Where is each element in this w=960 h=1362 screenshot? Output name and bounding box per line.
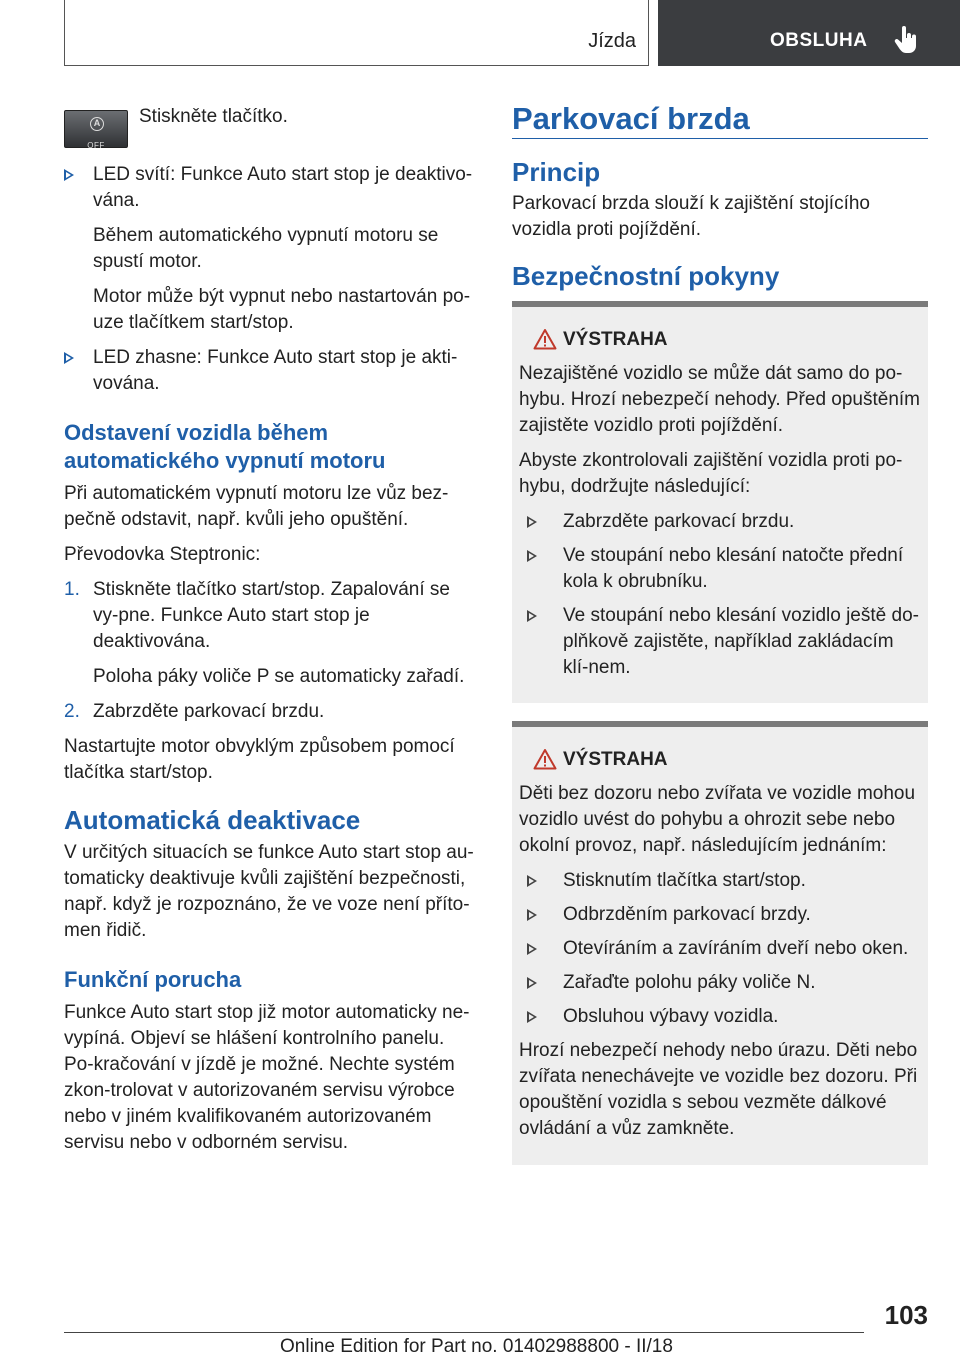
section-title: Jízda (588, 30, 636, 52)
list-item: LED zhasne: Funkce Auto start stop je akti‐vována. (64, 345, 478, 397)
triangle-bullet-icon (527, 943, 537, 955)
heading-parking-brake: Parkovací brzda (512, 106, 928, 139)
warning-text: Hrozí nebezpečí nehody nebo úrazu. Děti nebo zvířata nenechávejte ve vozidle bez dozoru. Při opouštění vozidla s sebou vezměte dálkové ovládání a vůz zamkněte. (519, 1040, 918, 1139)
list-item: Zabrzděte parkovací brzdu. (527, 509, 921, 535)
list-item: Ve stoupání nebo klesání natočte přední kola k obrubníku. (527, 543, 921, 595)
footer-divider (64, 1332, 864, 1333)
list-item: Stisknutím tlačítka start/stop. (527, 868, 921, 894)
edition-footer: Online Edition for Part no. 01402988800 - II/18 (280, 1336, 673, 1357)
triangle-bullet-icon (527, 875, 537, 887)
list-item: LED svítí: Funkce Auto start stop je deaktivo‐vána. (64, 162, 478, 214)
list-item: Obsluhou výbavy vozidla. (527, 1004, 921, 1030)
list-item: Otevíráním a zavíráním dveří nebo oken. (527, 936, 921, 962)
warning-title: VÝSTRAHA (519, 747, 921, 773)
triangle-bullet-icon (527, 1011, 537, 1023)
left-column (64, 100, 478, 1165)
warning-text: Abyste zkontrolovali zajištění vozidla proti po‐hybu, dodržujte následující: (519, 450, 903, 497)
right-column (512, 100, 928, 1165)
heading-auto-deactivation: Automatická deaktivace (64, 805, 361, 835)
paragraph: Při automatickém vypnutí motoru lze vůz bez‐pečně odstavit, např. kvůli jeho opuštění. (64, 483, 449, 530)
step-subtext: Poloha páky voliče P se automaticky zařadí. (93, 666, 465, 687)
list-item: Zařaďte polohu páky voliče N. (527, 970, 921, 996)
triangle-bullet-icon (527, 977, 537, 989)
heading-malfunction: Funkční porucha (64, 967, 242, 992)
warning-title: VÝSTRAHA (519, 327, 921, 353)
triangle-bullet-icon (527, 550, 537, 562)
numbered-step: 1. Stiskněte tlačítko start/stop. Zapalování se vy‐pne. Funkce Auto start stop je deaktivována. (64, 579, 450, 652)
paragraph: Parkovací brzda slouží k zajištění stojícího vozidla proti pojíždění. (512, 193, 870, 240)
header-chapter-box (658, 0, 960, 66)
list-subtext: Během automatického vypnutí motoru se spustí motor. (93, 225, 439, 272)
chapter-title: OBSLUHA (770, 30, 868, 51)
warning-text: Děti bez dozoru nebo zvířata ve vozidle mohou vozidlo uvést do pohybu a ohrozit sebe nebo okolní provoz, např. následujícím jednáním: (519, 783, 916, 856)
heading-safety: Bezpečnostní pokyny (512, 261, 780, 291)
warning-box (512, 721, 928, 1165)
list-item: Odbrzděním parkovací brzdy. (527, 902, 921, 928)
button-off-label: OFF (87, 141, 105, 150)
paragraph: V určitých situacích se funkce Auto start stop au‐tomaticky deaktivuje kvůli zajištění bezpečnosti, např. když je rozpoznáno, že ve voze není příto‐men řidič. (64, 842, 474, 941)
triangle-bullet-icon (64, 352, 74, 364)
numbered-step: 2. Zabrzděte parkovací brzdu. (64, 701, 325, 722)
pointing-hand-icon (894, 26, 920, 54)
press-button-text: Stiskněte tlačítko. (139, 106, 288, 127)
paragraph: Převodovka Steptronic: (64, 544, 261, 565)
heading-principle: Princip (512, 157, 601, 187)
auto-start-stop-button-image (64, 110, 128, 148)
page-number: 103 (884, 1300, 928, 1330)
heading-parking: Odstavení vozidla během automatického vypnutí motoru (64, 420, 386, 473)
triangle-bullet-icon (527, 610, 537, 622)
triangle-bullet-icon (64, 169, 74, 181)
triangle-bullet-icon (527, 909, 537, 921)
warning-triangle-icon (533, 748, 557, 770)
warning-box (512, 301, 928, 703)
triangle-bullet-icon (527, 516, 537, 528)
warning-text: Nezajištěné vozidlo se může dát samo do po‐hybu. Hrozí nebezpečí nehody. Před opuštěním zajistěte vozidlo proti pojíždění. (519, 363, 921, 436)
paragraph: Funkce Auto start stop již motor automaticky ne‐vypíná. Objeví se hlášení kontrolního panelu. Po‐kračování v jízdě je možné. Nechte systém zkon‐trolovat v autorizovaném servisu výrobce nebo v jiném kvalifikovaném autorizovaném servisu nebo v odborném servisu. (64, 1002, 470, 1153)
header-section-box (64, 0, 649, 66)
list-item: Ve stoupání nebo klesání vozidlo ještě do‐plňkově zajistěte, například zakládacím klí‐nem. (527, 603, 921, 681)
auto-start-stop-icon: A (90, 117, 104, 131)
list-subtext: Motor může být vypnut nebo nastartován po‐uze tlačítkem start/stop. (93, 286, 471, 333)
paragraph: Nastartujte motor obvyklým způsobem pomocí tlačítka start/stop. (64, 736, 455, 783)
warning-triangle-icon (533, 328, 557, 350)
